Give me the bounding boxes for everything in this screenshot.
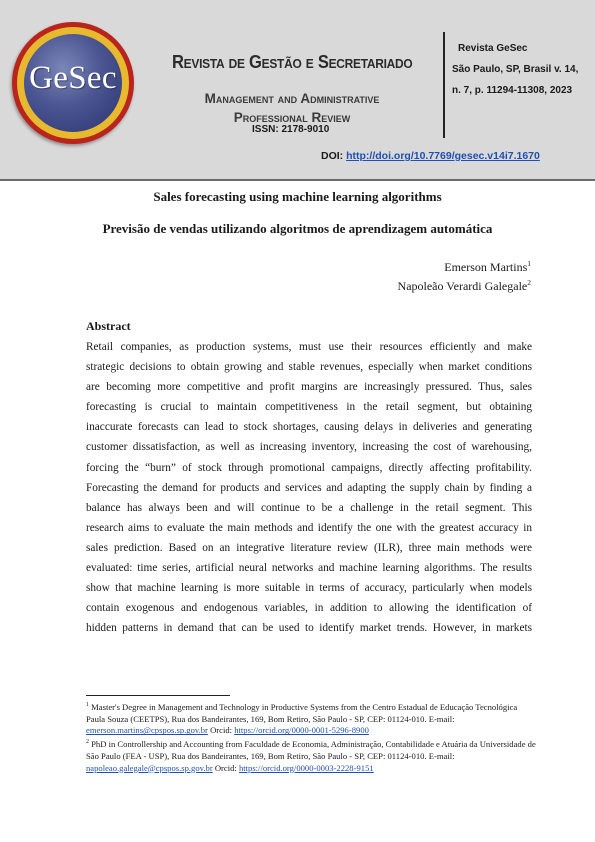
abstract-line: Forecasting the demand for products and services and adapting the supply chain by finding a	[86, 481, 532, 494]
footnote-email-link[interactable]: emerson.martins@cpspos.sp.gov.br	[86, 725, 208, 736]
journal-header	[0, 0, 595, 179]
abstract-line: evaluated: time series, artificial neural networks and machine learning algorithms. The results	[86, 562, 532, 575]
abstract-heading: Abstract	[86, 319, 131, 333]
footnotes	[86, 700, 536, 775]
abstract-body	[86, 337, 532, 638]
footnote-number: 1	[86, 702, 89, 708]
journal-title: Revista de Gestão e Secretariado	[172, 52, 413, 72]
article-title-english: Sales forecasting using machine learning algorithms	[153, 189, 442, 204]
footnote-email-link[interactable]: napoleao.galegale@cpspos.sp.gov.br	[86, 762, 213, 773]
abstract-line: forcing the “burn” of stock through promotional campaigns, directly affecting profitability.	[86, 461, 532, 474]
gesec-logo	[12, 22, 134, 144]
doi-link[interactable]: http://doi.org/10.7769/gesec.v14i7.1670	[346, 150, 540, 162]
author-note-ref[interactable]: 2	[527, 278, 531, 287]
doi-label: DOI:	[321, 150, 344, 162]
abstract-line: Retail companies, as production systems, must use their resources efficiently and make	[86, 341, 532, 353]
abstract-line: hidden patterns in demand that can be used to identify market trends. However, in markets	[86, 622, 532, 635]
meta-journal: Revista GeSec	[458, 43, 528, 54]
journal-subtitle	[172, 89, 412, 127]
abstract-line: contain exogenous and endogenous variables, in addition to allowing the identification of	[86, 602, 532, 615]
header-rule	[0, 179, 595, 181]
logo-text: GeSec	[29, 60, 117, 96]
orcid-label: Orcid:	[212, 762, 239, 773]
abstract-line: balance has always been and will continue to be a challenge in the retail segment. This	[86, 501, 532, 514]
abstract-line: sales prediction. Based on an integrative literature review (ILR), three main methods were	[86, 541, 532, 554]
journal-subtitle-line1: Management and Administrative	[204, 91, 380, 106]
footnote-rule	[86, 695, 230, 696]
footnote-1	[86, 700, 536, 737]
issn: ISSN: 2178-9010	[252, 124, 330, 135]
author-note-ref[interactable]: 1	[527, 259, 531, 268]
abstract-line: customer dissatisfaction, as well as increasing inventory, increasing the cost of warehousing,	[86, 441, 532, 454]
meta-issue-pages: n. 7, p. 11294-11308, 2023	[452, 85, 573, 96]
orcid-link[interactable]: https://orcid.org/0000-0003-2228-9151	[238, 762, 374, 773]
abstract-line: forecasting is crucial to maintain competitiveness in the retail segment, but obtaining	[86, 401, 532, 414]
doi	[321, 150, 540, 162]
article-title-portuguese: Previsão de vendas utilizando algoritmos de aprendizagem automática	[102, 221, 493, 236]
abstract-line: show that machine learning is more suitable in terms of accuracy, particularly when models	[86, 582, 532, 595]
footnote-number: 2	[86, 739, 89, 746]
footnote-text: PhD in Controllership and Accounting from Faculdade de Economia, Administração, Contabilidade e Atuária da Universidade de São Paulo (FEA - USP), Rua dos Bandeirantes, 169, Bom Retiro, São Paulo - SP, CEP: 01124-010. E-mail:	[86, 739, 536, 761]
abstract-line: inaccurate forecasts can lead to stock shortages, causing delays in deliveries and generating	[86, 421, 532, 434]
abstract-line: research aims to evaluate the main methods and identify the one with the greatest accuracy in	[86, 521, 532, 534]
header-divider	[443, 32, 445, 138]
journal-subtitle-line2: Professional Review	[233, 110, 351, 125]
footnote-2	[86, 737, 536, 774]
author-name: Emerson Martins	[444, 260, 528, 274]
citation-meta	[452, 38, 592, 101]
orcid-label: Orcid:	[207, 725, 235, 736]
abstract-line: are becoming more competitive and profit margins are increasingly pressured. Thus, sales	[86, 381, 532, 394]
meta-location-volume: São Paulo, SP, Brasil v. 14,	[452, 64, 579, 75]
author-1	[444, 259, 531, 275]
abstract-line: strategic decisions to obtain growing and stable revenues, especially when market conditions	[86, 361, 532, 374]
author-name: Napoleão Verardi Galegale	[397, 279, 528, 293]
footnote-text: Master's Degree in Management and Technology in Productive Systems from the Centro Estadual de Educação Tecnológica Paula Souza (CEETPS), Rua dos Bandeirantes, 169, Bom Retiro, São Paulo - SP, CEP: 01124-010. E-mail:	[86, 701, 518, 724]
author-2	[398, 278, 531, 294]
orcid-link[interactable]: https://orcid.org/0000-0001-5296-8900	[234, 725, 369, 736]
